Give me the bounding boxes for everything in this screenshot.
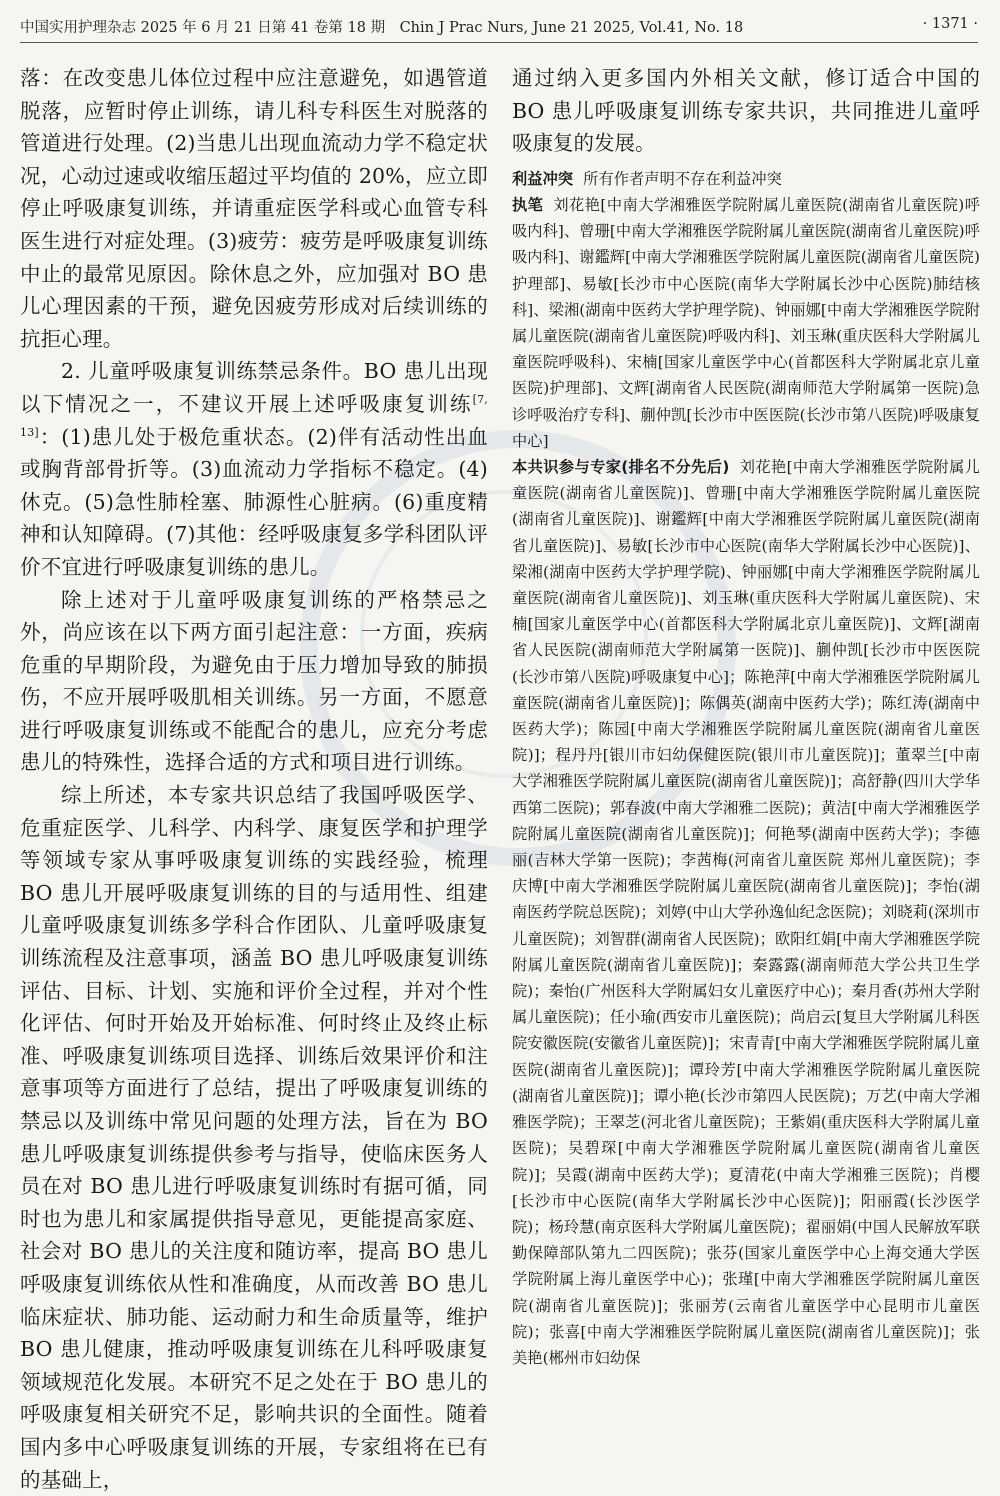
paragraph-conclusion: 综上所述，本专家共识总结了我国呼吸医学、危重症医学、儿科学、内科学、康复医学和护理学等领域专家从事呼吸康复训练的实践经验，梳理 BO 患儿开展呼吸康复训练的目的与适用性、组建儿童呼吸康复训练多学科合作团队、儿童呼吸康复训练流程及注意事项，涵盖 BO 患儿呼吸康复训练评估、目标、计划、实施和评价全过程，并对个性化评估、何时开始及开始标准、何时终止及终止标准、呼吸康复训练项目选择、训练后效果评价和注意事项等方面进行了总结，提出了呼吸康复训练的禁忌以及训练中常见问题的处理方法，旨在为 BO 患儿呼吸康复训练提供参考与指导，使临床医务人员在对 BO 患儿进行呼吸康复训练时有据可循，同时也为患儿和家属提供指导意见，更能提高家庭、社会对 BO 患儿的关注度和随访率，提高 BO 患儿呼吸康复训练依从性和准确度，从而改善 BO 患儿临床症状、肺功能、运动耐力和生命质量等，维护 BO 患儿健康，推动呼吸康复训练在儿科呼吸康复领域规范化发展。本研究不足之处在于 BO 患儿的呼吸康复相关研究不足，影响共识的全面性。随着国内多中心呼吸康复训练的开展，专家组将在已有的基础上， (20, 783, 488, 1492)
conflict-label: 利益冲突 (512, 169, 574, 188)
participating-experts (512, 454, 980, 1371)
contraindications-lead: 2. 儿童呼吸康复训练禁忌条件。BO 患儿出现以下情况之一，不建议开展上述呼吸康复训练 (20, 359, 488, 416)
conflict-of-interest (512, 166, 980, 192)
contraindications-list: ：(1)患儿处于极危重状态。(2)伴有活动性出血或胸背部骨折等。(3)血流动力学指标不稳定。(4)休克。(5)急性肺栓塞、肺源性心脏病。(6)重度精神和认知障碍。(7)其他：经呼吸康复多学科团队评价不宜进行呼吸康复训练的患儿。 (20, 424, 488, 579)
paragraph-conclusion-continued: 通过纳入更多国内外相关文献，修订适合中国的 BO 患儿呼吸康复训练专家共识，共同推进儿童呼吸康复的发展。 (512, 66, 980, 156)
right-column (512, 62, 980, 1468)
authors-text: 刘花艳[中南大学湘雅医学院附属儿童医院(湖南省儿童医院)呼吸内科]、曾珊[中南大学湘雅医学院附属儿童医院(湖南省儿童医院)呼吸内科]、谢鑑辉[中南大学湘雅医学院附属儿童医院(湖南省儿童医院)护理部]、易敏[长沙市中心医院(南华大学附属长沙中心医院)肺结核科]、梁湘(湖南中医药大学护理学院)、钟丽娜[中南大学湘雅医学院附属儿童医院(湖南省儿童医院)呼吸内科]、刘玉琳(重庆医科大学附属儿童医院呼吸科)、宋楠[国家儿童医学中心(首都医科大学附属北京儿童医院)护理部]、文辉[湖南省人民医院(湖南师范大学附属第一医院)急诊呼吸治疗专科]、蒯仲凯[长沙市中医医院(长沙市第八医院)呼吸康复中心] (512, 195, 980, 450)
running-header (20, 14, 978, 43)
journal-citation: 中国实用护理杂志 2025 年 6 月 21 日第 41 卷第 18 期 Chin J Prac Nurs, June 21 2025, Vol.41, No. 18 (20, 20, 744, 36)
writing-authors (512, 192, 980, 454)
left-column (20, 62, 488, 1492)
paragraph-precautions: 除上述对于儿童呼吸康复训练的严格禁忌之外，尚应该在以下两方面引起注意：一方面，疾病危重的早期阶段，为避免由于压力增加导致的肺损伤，不应开展呼吸肌相关训练。另一方面，不愿意进行呼吸康复训练或不能配合的患儿，应充分考虑患儿的特殊性，选择合适的方式和项目进行训练。 (20, 587, 488, 775)
citation-ref: [7, 13] (20, 393, 488, 439)
experts-text: 刘花艳[中南大学湘雅医学院附属儿童医院(湖南省儿童医院)]、曾珊[中南大学湘雅医学院附属儿童医院(湖南省儿童医院)]、谢鑑辉[中南大学湘雅医学院附属儿童医院(湖南省儿童医院)]、易敏[长沙市中心医院(南华大学附属长沙中心医院)]、梁湘(湖南中医药大学护理学院)、钟丽娜[中南大学湘雅医学院附属儿童医院(湖南省儿童医院)]、刘玉琳(重庆医科大学附属儿童医院)、宋楠[国家儿童医学中心(首都医科大学附属北京儿童医院)]、文辉[湖南省人民医院(湖南师范大学附属第一医院)]、蒯仲凯[长沙市中医医院(长沙市第八医院)呼吸康复中心]；陈艳萍[中南大学湘雅医学院附属儿童医院(湖南省儿童医院)]；陈偶英(湖南中医药大学)；陈红涛(湖南中医药大学)；陈园[中南大学湘雅医学院附属儿童医院(湖南省儿童医院)]；程丹丹[银川市妇幼保健医院(银川市儿童医院)]；董翠兰[中南大学湘雅医学院附属儿童医院(湖南省儿童医院)]；高舒静(四川大学华西第二医院)；郭春波(中南大学湘雅二医院)；黄洁[中南大学湘雅医学院附属儿童医院(湖南省儿童医院)]；何艳琴(湖南中医药大学)；李德丽(吉林大学第一医院)；李茜梅(河南省儿童医院 郑州儿童医院)；李庆博[中南大学湘雅医学院附属儿童医院(湖南省儿童医院)]；李怡(湖南医药学院总医院)；刘婷(中山大学孙逸仙纪念医院)；刘晓莉(深圳市儿童医院)；刘智群(湖南省人民医院)；欧阳红娟[中南大学湘雅医学院附属儿童医院(湖南省儿童医院)]；秦露露(湖南师范大学公共卫生学院)；秦怡(广州医科大学附属妇女儿童医疗中心)；秦月香(苏州大学附属儿童医院)；任小瑜(西安市儿童医院)；尚启云[复旦大学附属儿科医院安徽医院(安徽省儿童医院)]；宋青青[中南大学湘雅医学院附属儿童医院(湖南省儿童医院)]；谭玲芳[中南大学湘雅医学院附属儿童医院(湖南省儿童医院)]；谭小艳(长沙市第四人民医院)；万艺(中南大学湘雅医学院)；王翠芝(河北省儿童医院)；王紫娟(重庆医科大学附属儿童医院)；吴碧琛[中南大学湘雅医学院附属儿童医院(湖南省儿童医院)]；吴霞(湖南中医药大学)；夏清花(中南大学湘雅三医院)；肖樱[长沙市中心医院(南华大学附属长沙中心医院)]；阳丽霞(长沙医学院)；杨玲慧(南京医科大学附属儿童医院)；翟丽娟(中国人民解放军联勤保障部队第九二四医院)；张芬(国家儿童医学中心上海交通大学医学院附属上海儿童医学中心)；张瑾[中南大学湘雅医学院附属儿童医院(湖南省儿童医院)]；张丽芳(云南省儿童医学中心昆明市儿童医院)；张喜[中南大学湘雅医学院附属儿童医院(湖南省儿童医院)]；张美艳(郴州市妇幼保 (512, 458, 980, 1367)
conflict-text: 所有作者声明不存在利益冲突 (583, 169, 782, 188)
authors-label: 执笔 (512, 195, 544, 214)
page-number: · 1371 · (922, 16, 978, 32)
experts-label: 本共识参与专家(排名不分先后) (512, 458, 730, 477)
paragraph-continued: 落：在改变患儿体位过程中应注意避免，如遇管道脱落，应暂时停止训练，请儿科专科医生对脱落的管道进行处理。(2)当患儿出现血流动力学不稳定状况，心动过速或收缩压超过平均值的 20%，应立即停止呼吸康复训练，并请重症医学科或心血管专科医生进行对症处理。(3)疲劳：疲劳是呼吸康复训练中止的最常见原因。除休息之外，应加强对 BO 患儿心理因素的干预，避免因疲劳形成对后续训练的抗拒心理。 (20, 66, 488, 351)
paragraph-contraindications (20, 355, 488, 583)
